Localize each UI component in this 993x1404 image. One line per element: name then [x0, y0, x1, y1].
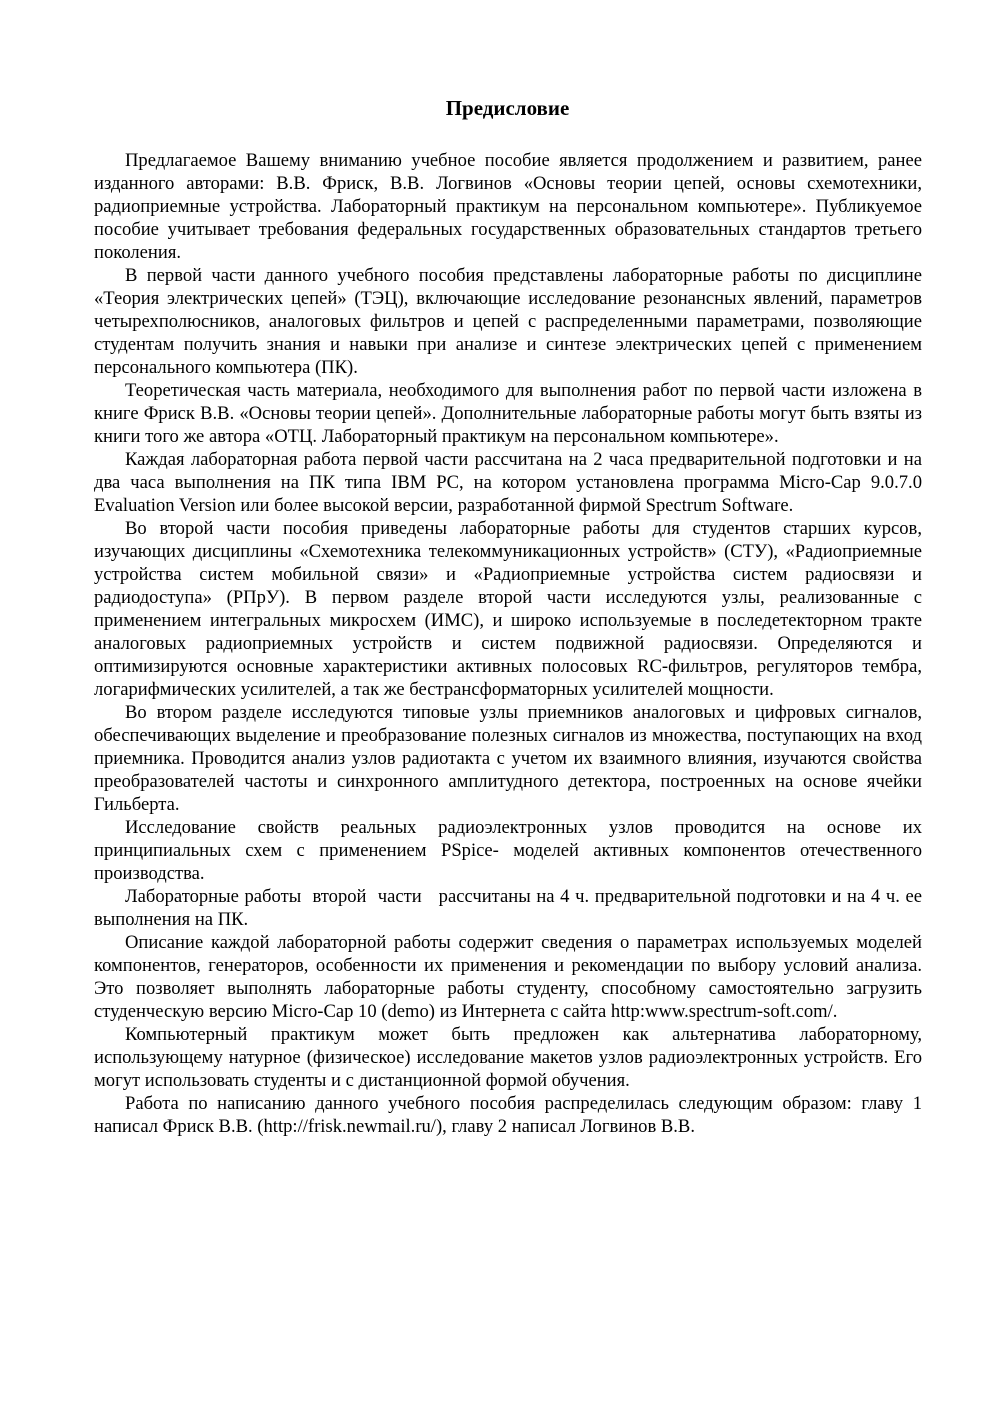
paragraph-4: Каждая лабораторная работа первой части рассчитана на 2 часа предварительной подготовки и на два часа выполнения на ПК типа IBM PC, на котором установлена программа Micro-Cap 9.0.7.0 Evaluation Version или более высокой версии, разработанной фирмой Spectrum Software.: [94, 449, 922, 516]
paragraph-11: Работа по написанию данного учебного пособия распределилась следующим образом: главу 1 написал Фриск В.В. (http://frisk.newmail.ru/), главу 2 написал Логвинов В.В.: [94, 1093, 922, 1137]
paragraph-7: Исследование свойств реальных радиоэлектронных узлов проводится на основе их принципиальных схем с применением PSpice- моделей активных компонентов отечественного производства.: [94, 817, 922, 884]
paragraph-10: Компьютерный практикум может быть предложен как альтернатива лабораторному, использующему натурное (физическое) исследование макетов узлов радиоэлектронных устройств. Его могут использовать студенты и с дистанционной формой обучения.: [94, 1024, 922, 1091]
paragraph-8: Лабораторные работы второй части рассчитаны на 4 ч. предварительной подготовки и на 4 ч. ее выполнения на ПК.: [94, 886, 927, 930]
paragraph-6: Во втором разделе исследуются типовые узлы приемников аналоговых и цифровых сигналов, обеспечивающих выделение и преобразование полезных сигналов из множества, поступающих на вход приемника. Проводится анализ узлов радиотакта с учетом их взаимного влияния, изучаются свойства преобразователей частоты и синхронного амплитудного детектора, построенных на основе ячейки Гильберта.: [94, 702, 922, 815]
paragraph-5: Во второй части пособия приведены лабораторные работы для студентов старших курсов, изучающих дисциплины «Схемотехника телекоммуникационных устройств» (СТУ), «Радиоприемные устройства систем мобильной связи» и «Радиоприемные устройства систем радиосвязи и радиодоступа» (РПрУ). В первом разделе второй части исследуются узлы, реализованные с применением интегральных микросхем (ИМС), и широко используемые в последетекторном тракте аналоговых радиоприемных устройств и систем подвижной радиосвязи. Определяются и оптимизируются основные характеристики активных полосовых RC-фильтров, регуляторов тембра, логарифмических усилителей, а так же бестрансформаторных усилителей мощности.: [94, 518, 922, 700]
paragraph-2: В первой части данного учебного пособия представлены лабораторные работы по дисциплине «Теория электрических цепей» (ТЭЦ), включающие исследование резонансных явлений, параметров четырехполюсников, аналоговых фильтров и цепей с распределенными параметрами, позволяющие студентам получить знания и навыки при анализе и синтезе электрических цепей с применением персонального компьютера (ПК).: [94, 265, 922, 378]
paragraph-9: Описание каждой лабораторной работы содержит сведения о параметрах используемых моделей компонентов, генераторов, особенности их применения и рекомендации по выбору условий анализа. Это позволяет выполнять лабораторные работы студенту, способному самостоятельно загрузить студенческую версию Micro-Cap 10 (demo) из Интернета с сайта http:www.spectrum-soft.com/.: [94, 932, 922, 1022]
paragraph-1: Предлагаемое Вашему вниманию учебное пособие является продолжением и развитием, ранее изданного авторами: В.В. Фриск, В.В. Логвинов «Основы теории цепей, основы схемотехники, радиоприемные устройства. Лабораторный практикум на персональном компьютере». Публикуемое пособие учитывает требования федеральных государственных образовательных стандартов третьего поколения.: [94, 150, 922, 263]
page-title: Предисловие: [445, 96, 570, 120]
paragraph-3: Теоретическая часть материала, необходимого для выполнения работ по первой части изложена в книге Фриск В.В. «Основы теории цепей». Дополнительные лабораторные работы могут быть взяты из книги того же автора «ОТЦ. Лабораторный практикум на персональном компьютере».: [94, 380, 922, 447]
body-text: [94, 149, 927, 1138]
